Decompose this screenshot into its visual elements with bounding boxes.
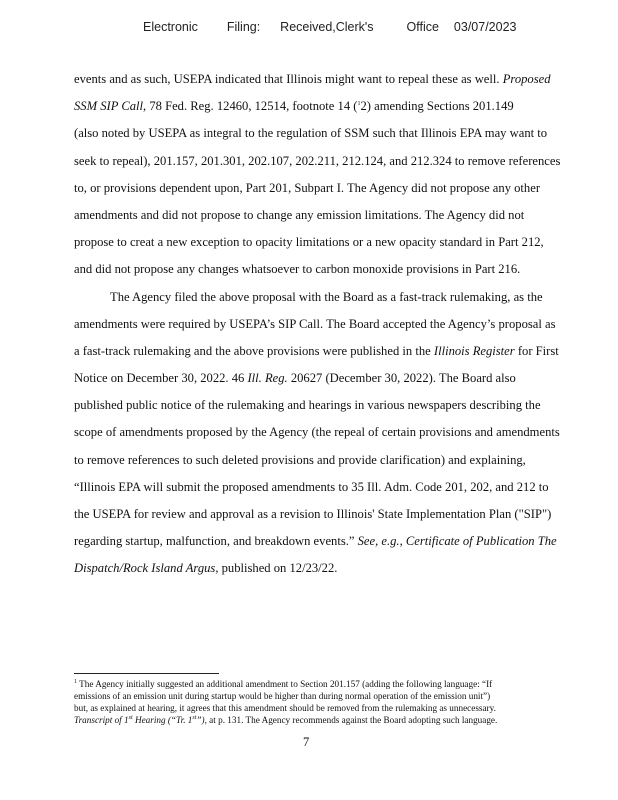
page-number: 7 <box>303 735 310 749</box>
text-line: published public notice of the rulemaking and hearings in various newspapers describing the <box>74 398 541 413</box>
header-received: Received,Clerk's <box>280 20 374 34</box>
text-line: amendments were required by USEPA’s SIP Call. The Board accepted the Agency’s proposal as <box>74 316 556 331</box>
footnote-line: $^1$ The Agency initially suggested an additional amendment to Section 201.157 (adding the following language: “If <box>74 678 493 689</box>
text-line: Notice on December 30, 2022. 46 Ill. Reg. 20627 (December 30, 2022). The Board also <box>74 371 516 386</box>
footnote-line: Transcript of 1st Hearing (“Tr. 1st”), at p. 131. The Agency recommends against the Board adopting such language. <box>74 714 498 725</box>
filing-header <box>143 20 516 34</box>
text-line: (also noted by USEPA as integral to the regulation of SSM such that Illinois EPA may want to <box>74 126 548 141</box>
footnote-line: emissions of an emission unit during startup would be higher than during normal operation of the emission unit”) <box>74 691 491 701</box>
text-line: “Illinois EPA will submit the proposed amendments to 35 Ill. Adm. Code 201, 202, and 212 to <box>74 479 549 494</box>
text-line: a fast-track rulemaking and the above provisions were published in the Illinois Register for First <box>74 343 559 358</box>
text-line: events and as such, USEPA indicated that Illinois might want to repeal these as well. Proposed <box>74 72 551 86</box>
text-line: regarding startup, malfunction, and breakdown events.” See, e.g., Certificate of Publication The <box>74 534 557 549</box>
footnote-ref: 1 <box>357 101 361 107</box>
footnote <box>74 678 594 726</box>
header-date: 03/07/2023 <box>453 20 517 34</box>
footnote-marker: 1 <box>74 678 77 685</box>
document-body <box>74 66 594 583</box>
text-line: Dispatch/Rock Island Argus, published on 12/23/22. <box>74 561 338 576</box>
header-electronic: Electronic <box>143 20 198 34</box>
text-line: scope of amendments proposed by the Agency (the repeal of certain provisions and amendments <box>74 425 560 440</box>
text-line: and did not propose any changes whatsoever to carbon monoxide provisions in Part 216. <box>74 262 521 277</box>
text-line: to remove references to such deleted provisions and provide clarification) and explaining, <box>74 452 526 467</box>
footnote-line: but, as explained at hearing, it agrees that this amendment should be removed from the rulemaking as unnecessary. <box>74 703 496 713</box>
text-line: amendments and did not propose to change any emission limitations. The Agency did not <box>74 207 525 222</box>
text-line: SSM SIP Call, 78 Fed. Reg. 12460, 12514, footnote 14 ($^1$2) amending Sections 201.149 <box>74 99 514 114</box>
header-filing: Filing: <box>226 20 261 34</box>
footnote-divider <box>74 673 219 674</box>
text-line: The Agency filed the above proposal with the Board as a fast-track rulemaking, as the <box>110 289 543 304</box>
text-line: seek to repeal), 201.157, 201.301, 202.107, 202.211, 212.124, and 212.324 to remove references <box>74 153 561 168</box>
text-line: propose to creat a new exception to opacity limitations or a new opacity standard in Part 212, <box>74 235 544 250</box>
text-line: to, or provisions dependent upon, Part 201, Subpart I. The Agency did not propose any other <box>74 180 541 195</box>
header-office: Office <box>406 20 439 34</box>
text-line: the USEPA for review and approval as a revision to Illinois' State Implementation Plan ("SIP") <box>74 507 552 521</box>
